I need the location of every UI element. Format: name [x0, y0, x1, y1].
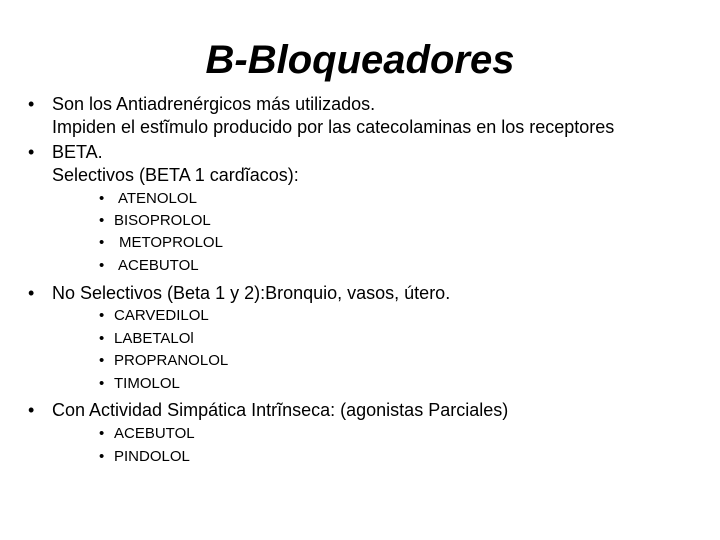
bullet-marker: • — [99, 212, 105, 229]
slide-title: B-Bloqueadores — [205, 38, 515, 82]
list-item: LABETALOl — [114, 330, 194, 347]
text-line: BETA. — [52, 142, 103, 162]
bullet-marker: • — [99, 375, 105, 392]
list-item: PINDOLOL — [114, 448, 190, 465]
text-line: Son los Antiadrenérgicos más utilizados. — [52, 94, 376, 114]
bullet-marker: • — [99, 352, 105, 369]
list-item: ACEBUTOL — [114, 425, 195, 442]
text-line: No Selectivos (Beta 1 y 2):Bronquio, vasos, útero. — [52, 283, 451, 303]
bullet-marker: • — [28, 283, 35, 303]
list-item: ACEBUTOL — [118, 257, 199, 274]
text-line: Impiden el estĩmulo producido por las catecolaminas en los receptores — [52, 117, 615, 137]
bullet-marker: • — [28, 400, 35, 420]
list-item: CARVEDILOL — [114, 307, 209, 324]
bullet-marker: • — [99, 257, 105, 274]
text-line: Selectivos (BETA 1 cardĩacos): — [52, 165, 299, 185]
bullet-marker: • — [99, 448, 105, 465]
list-item: ATENOLOL — [118, 190, 197, 207]
list-item: TIMOLOL — [114, 375, 180, 392]
bullet-marker: • — [99, 330, 105, 347]
bullet-marker: • — [99, 234, 105, 251]
bullet-marker: • — [28, 142, 35, 162]
list-item: BISOPROLOL — [114, 212, 211, 229]
text-line: Con Actividad Simpática Intrĩnseca: (agonistas Parciales) — [52, 400, 509, 420]
bullet-marker: • — [28, 94, 35, 114]
list-item: PROPRANOLOL — [114, 352, 229, 369]
bullet-marker: • — [99, 190, 105, 207]
bullet-marker: • — [99, 425, 105, 442]
list-item: METOPROLOL — [119, 234, 223, 251]
bullet-marker: • — [99, 307, 105, 324]
